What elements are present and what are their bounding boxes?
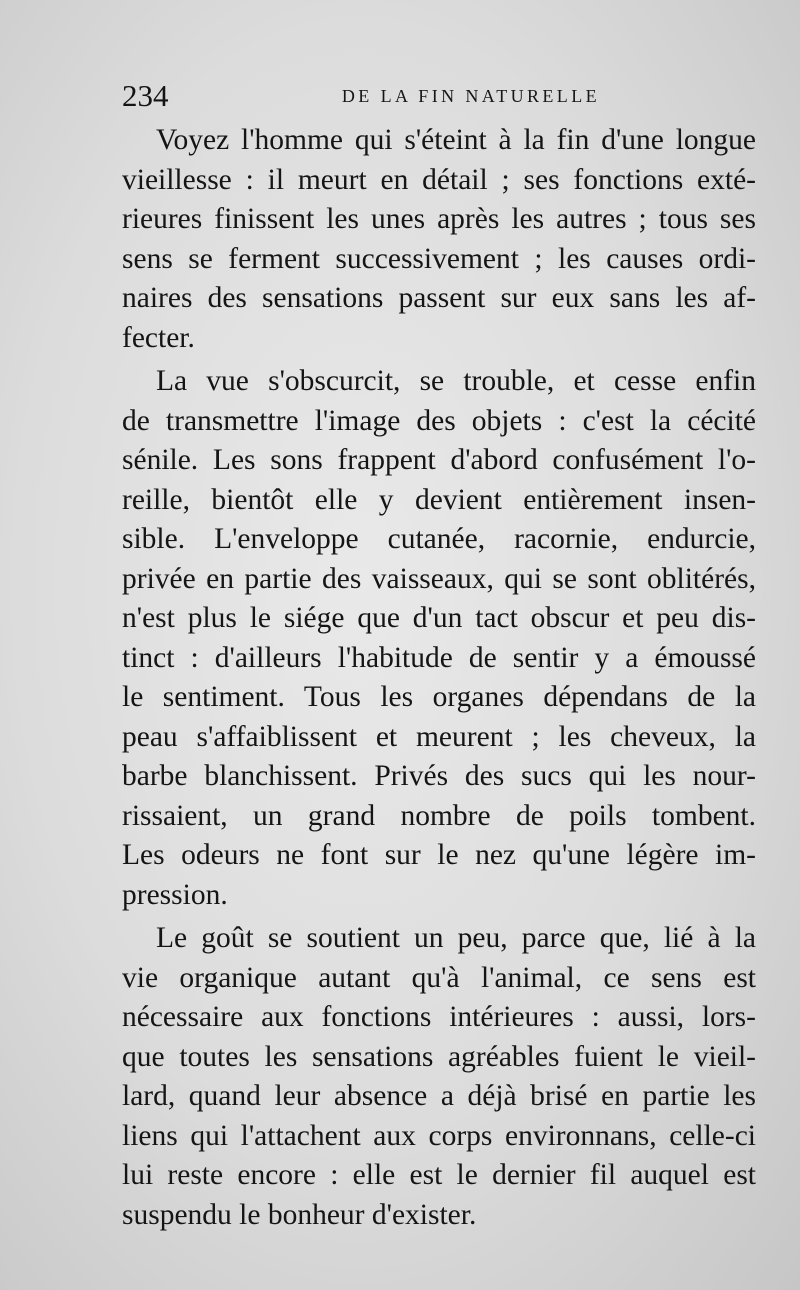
text-line: lard, quand leur absence a déjà brisé en partie les bbox=[122, 1080, 756, 1112]
text-line: La vue s'obscurcit, se trouble, et cesse enfin bbox=[156, 365, 756, 397]
text-line: liens qui l'attachent aux corps environnans, celle-ci bbox=[122, 1119, 756, 1152]
text-line: le sentiment. Tous les organes dépendans de la bbox=[122, 681, 756, 713]
text-line: n'est plus le siége que d'un tact obscur et peu dis- bbox=[122, 602, 756, 634]
text-line: privée en partie des vaisseaux, qui se sont oblitérés, bbox=[122, 562, 756, 595]
text-line: nécessaire aux fonctions intérieures : aussi, lors- bbox=[122, 1001, 756, 1033]
text-line: sens se ferment successivement ; les causes ordi- bbox=[122, 242, 756, 275]
text-line: que toutes les sensations agréables fuient le vieil- bbox=[122, 1040, 756, 1073]
page-header bbox=[122, 78, 600, 112]
text-line: sible. L'enveloppe cutanée, racornie, endurcie, bbox=[122, 523, 756, 555]
text-line: reille, bientôt elle y devient entièrement insen- bbox=[122, 483, 756, 516]
text-line: Le goût se soutient un peu, parce que, lié à la bbox=[156, 922, 756, 954]
text-line: pression. bbox=[122, 878, 228, 911]
text-line: peau s'affaiblissent et meurent ; les cheveux, la bbox=[122, 720, 756, 753]
text-line: lui reste encore : elle est le dernier fil auquel est bbox=[122, 1159, 756, 1191]
text-line: de transmettre l'image des objets : c'est la cécité bbox=[122, 404, 756, 437]
text-line: barbe blanchissent. Privés des sucs qui les nour- bbox=[122, 760, 756, 792]
paragraph-3 bbox=[122, 919, 756, 1235]
text-line: sénile. Les sons frappent d'abord confusément l'o- bbox=[122, 444, 756, 476]
text-line: fecter. bbox=[122, 321, 195, 354]
paragraph-1 bbox=[122, 121, 756, 358]
text-line: suspendu le bonheur d'exister. bbox=[122, 1198, 477, 1231]
body-text bbox=[122, 121, 756, 1235]
text-line: vie organique autant qu'à l'animal, ce sens est bbox=[122, 961, 756, 994]
text-line: naires des sensations passent sur eux sans les af- bbox=[122, 282, 756, 314]
text-line: Les odeurs ne font sur le nez qu'une légère im- bbox=[122, 839, 756, 871]
text-line: rissaient, un grand nombre de poils tombent. bbox=[122, 799, 756, 832]
text-line: rieures finissent les unes après les autres ; tous ses bbox=[122, 203, 756, 235]
page-number: 234 bbox=[122, 78, 169, 113]
text-line: tinct : d'ailleurs l'habitude de sentir y a émoussé bbox=[122, 641, 756, 674]
text-line: vieillesse : il meurt en détail ; ses fonctions exté- bbox=[122, 163, 756, 196]
running-head: DE LA FIN NATURELLE bbox=[341, 86, 600, 106]
text-line: Voyez l'homme qui s'éteint à la fin d'une longue bbox=[156, 124, 756, 156]
paragraph-2 bbox=[122, 362, 756, 915]
